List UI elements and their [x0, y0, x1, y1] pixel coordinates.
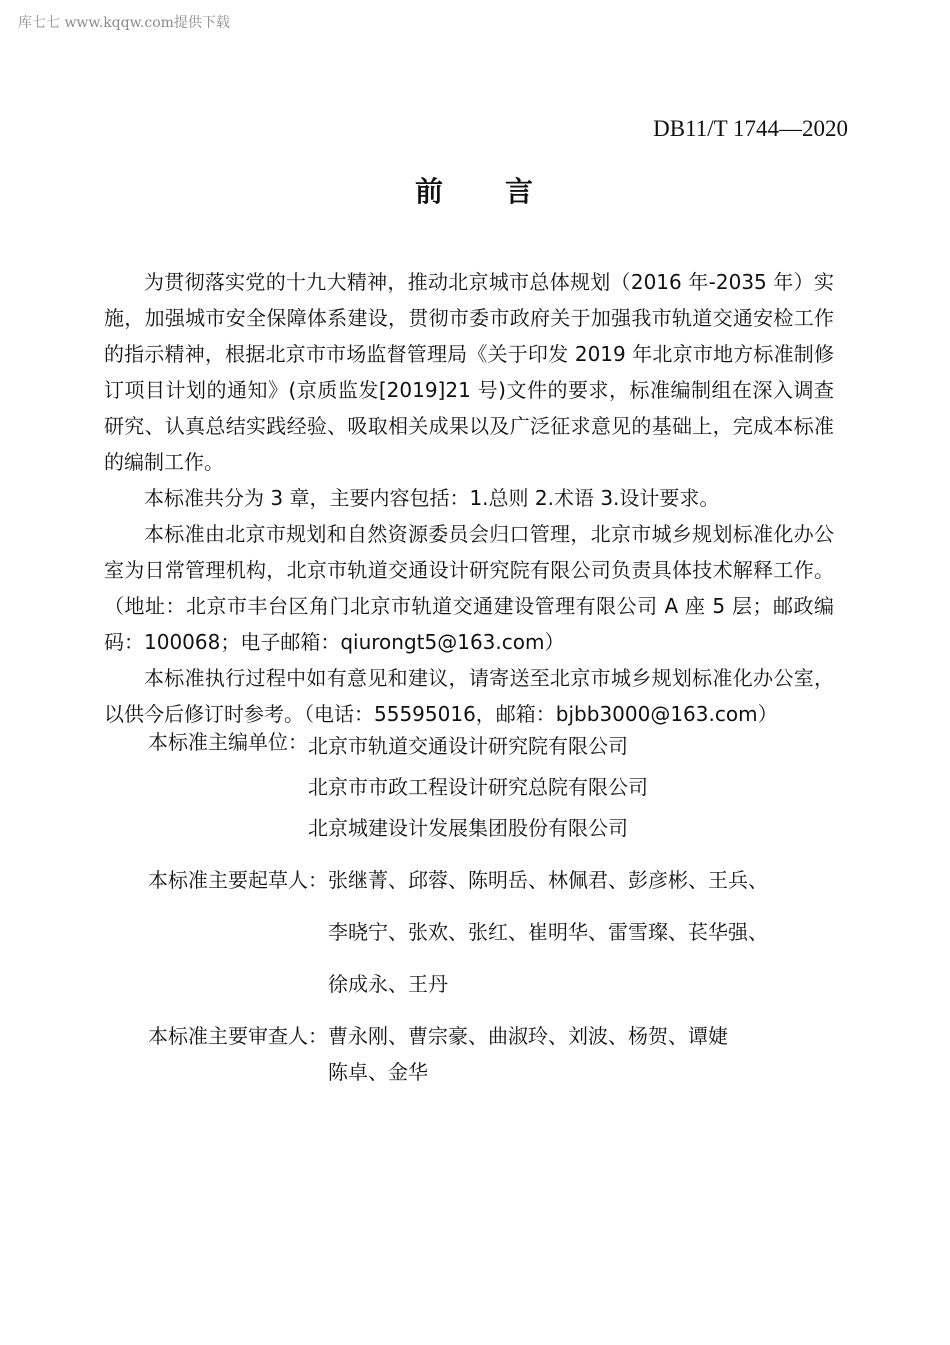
paragraph: 为贯彻落实党的十九大精神，推动北京城市总体规划（2016 年-2035 年）实施，加强城市安全保障体系建设，贯彻市委市政府关于加强我市轨道交通安检工作的指示精神，根据北京市市场监督管理局《关于印发 2019 年北京市地方标准制修订项目计划的通知》(京质监发[2019]21 号)文件的要求，标准编制组在深入调查研究、认真总结实践经验、吸取相关成果以及广泛征求意见的基础上，完成本标准的编制工作。: [104, 270, 834, 474]
chief-unit: 北京市市政工程设计研究总院有限公司: [308, 775, 648, 799]
reviewers-line: 陈卓、金华: [328, 1060, 428, 1084]
drafters-row: [104, 854, 844, 1010]
chief-units-row: [104, 726, 844, 849]
paragraph: 本标准共分为 3 章，主要内容包括：1.总则 2.术语 3.设计要求。: [144, 486, 720, 510]
page-title: 前 言: [414, 175, 535, 208]
preface-body: [104, 264, 834, 732]
reviewers-row: [104, 1018, 844, 1090]
reviewers-line: 曹永刚、曹宗豪、曲淑玲、刘波、杨贺、谭婕: [328, 1024, 728, 1048]
drafters-list: [328, 854, 768, 1010]
chief-unit: 北京城建设计发展集团股份有限公司: [308, 816, 628, 840]
chief-units-list: [308, 726, 648, 849]
drafters-label: 本标准主要起草人：: [148, 868, 328, 892]
paragraph: 本标准执行过程中如有意见和建议，请寄送至北京市城乡规划标准化办公室，以供今后修订时参考。（电话：55595016，邮箱：bjbb3000@163.com）: [104, 666, 834, 726]
drafters-line: 徐成永、王丹: [328, 972, 448, 996]
drafters-line: 张继菁、邱蓉、陈明岳、林佩君、彭彦彬、王兵、: [328, 868, 768, 892]
credits-section: [104, 726, 844, 1090]
standard-number: DB11/T 1744—2020: [653, 116, 848, 141]
paragraph: 本标准由北京市规划和自然资源委员会归口管理，北京市城乡规划标准化办公室为日常管理机构，北京市轨道交通设计研究院有限公司负责具体技术解释工作。（地址：北京市丰台区角门北京市轨道交通建设管理有限公司 A 座 5 层；邮政编码：100068；电子邮箱：qiurongt5@163.com）: [104, 522, 834, 654]
reviewers-list: [328, 1018, 728, 1090]
watermark: 库七七 www.kqqw.com提供下载: [18, 15, 230, 31]
drafters-line: 李晓宁、张欢、张红、崔明华、雷雪璨、苌华强、: [328, 920, 768, 944]
chief-units-label: 本标准主编单位：: [148, 730, 308, 754]
reviewers-label: 本标准主要审查人：: [148, 1024, 328, 1048]
chief-unit: 北京市轨道交通设计研究院有限公司: [308, 734, 628, 758]
